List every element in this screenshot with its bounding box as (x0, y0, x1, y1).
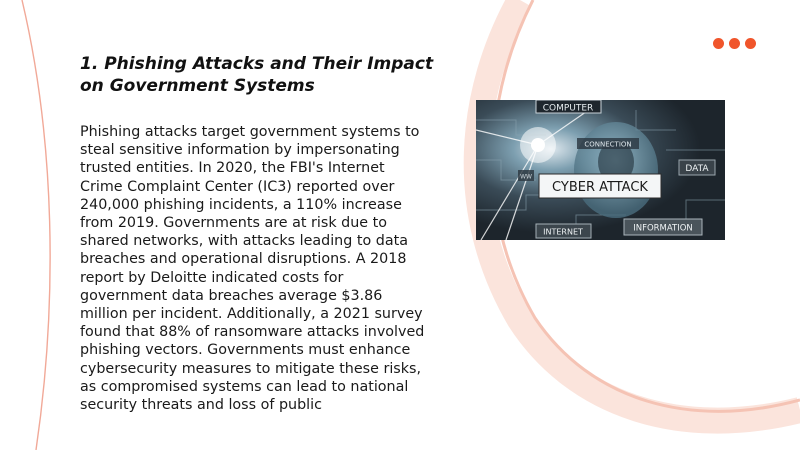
slide-body-text: Phishing attacks target government systems to steal sensitive information by impersonating trusted entities. In 2020, the FBI's Internet Crime Complaint Center (IC3) reported over 240,000 phishing incidents, a 110% increase from 2019. Governments are at risk due to shared networks, with attacks leading to data breaches and operational disruptions. A 2018 report by Deloitte indicated costs for government data breaches average $3.86 million per incident. Additionally, a 2021 survey found that 88% of ransomware attacks involved phishing vectors. Governments must enhance cybersecurity measures to mitigate these risks, as compromised systems can lead to national security threats and loss of public (80, 124, 425, 414)
slide-title: 1. Phishing Attacks and Their Impact on Government Systems (80, 54, 434, 96)
label-internet: INTERNET (543, 227, 583, 237)
label-computer: COMPUTER (542, 103, 594, 114)
label-connection: CONNECTION (584, 140, 632, 149)
label-data: DATA (685, 164, 709, 174)
cyber-attack-image (476, 100, 725, 240)
dot (713, 38, 724, 49)
left-arc-line (22, 0, 50, 450)
label-www: WW (520, 173, 532, 181)
label-information: INFORMATION (633, 223, 693, 234)
label-cyber-attack: CYBER ATTACK (552, 180, 648, 195)
more-dots-icon (713, 38, 756, 49)
dot (729, 38, 740, 49)
dot (745, 38, 756, 49)
